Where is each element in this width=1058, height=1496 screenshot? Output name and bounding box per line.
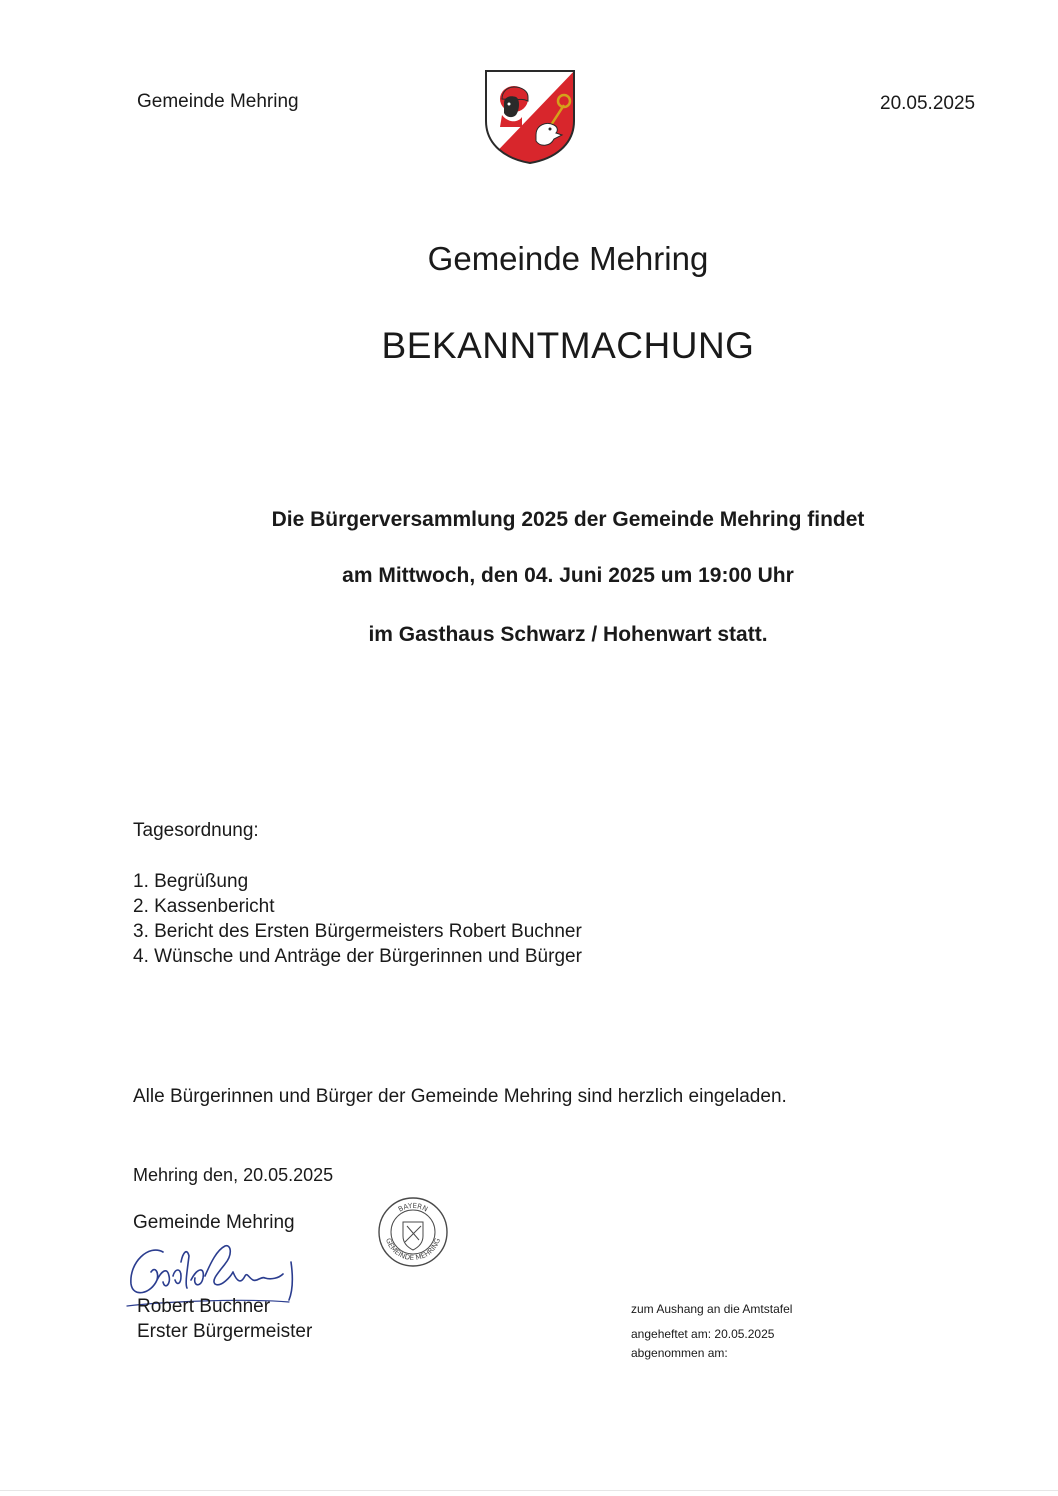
posting-note-posted-date: angeheftet am: 20.05.2025	[631, 1327, 775, 1341]
coat-of-arms-icon	[484, 69, 576, 165]
announcement-line-1: Die Bürgerversammlung 2025 der Gemeinde Mehring findet	[271, 508, 865, 531]
agenda-item: 4. Wünsche und Anträge der Bürgerinnen und Bürger	[133, 946, 582, 967]
svg-text:BAYERN	[397, 1202, 429, 1214]
invitation-text: Alle Bürgerinnen und Bürger der Gemeinde Mehring sind herzlich eingeladen.	[133, 1086, 787, 1107]
announcement-line-2: am Mittwoch, den 04. Juni 2025 um 19:00 Uhr	[342, 564, 794, 587]
place-and-date: Mehring den, 20.05.2025	[133, 1165, 334, 1185]
announcement-line-3: im Gasthaus Schwarz / Hohenwart statt.	[368, 623, 768, 646]
header-date: 20.05.2025	[880, 93, 976, 114]
signature-organization: Gemeinde Mehring	[133, 1212, 295, 1233]
signer-role: Erster Bürgermeister	[137, 1321, 313, 1342]
signer-name: Robert Buchner	[137, 1296, 271, 1317]
posting-note-line-1: zum Aushang an die Amtstafel	[631, 1302, 793, 1316]
document-title: BEKANNTMACHUNG	[381, 325, 755, 366]
seal-text-bottom: GEMEINDE MEHRING	[383, 1237, 443, 1263]
official-seal-icon	[377, 1196, 449, 1268]
agenda-item: 3. Bericht des Ersten Bürgermeisters Robert Buchner	[133, 921, 582, 942]
seal-text-top: BAYERN	[396, 1201, 430, 1214]
agenda-list	[133, 869, 582, 969]
agenda-item: 2. Kassenbericht	[133, 896, 275, 917]
scan-edge-divider	[0, 1490, 1058, 1491]
agenda-item: 1. Begrüßung	[133, 871, 249, 892]
agenda-heading: Tagesordnung:	[133, 820, 259, 841]
document-municipality-title: Gemeinde Mehring	[427, 240, 709, 277]
posting-note-removed-date: abgenommen am:	[631, 1346, 728, 1360]
header-municipality: Gemeinde Mehring	[137, 91, 299, 112]
